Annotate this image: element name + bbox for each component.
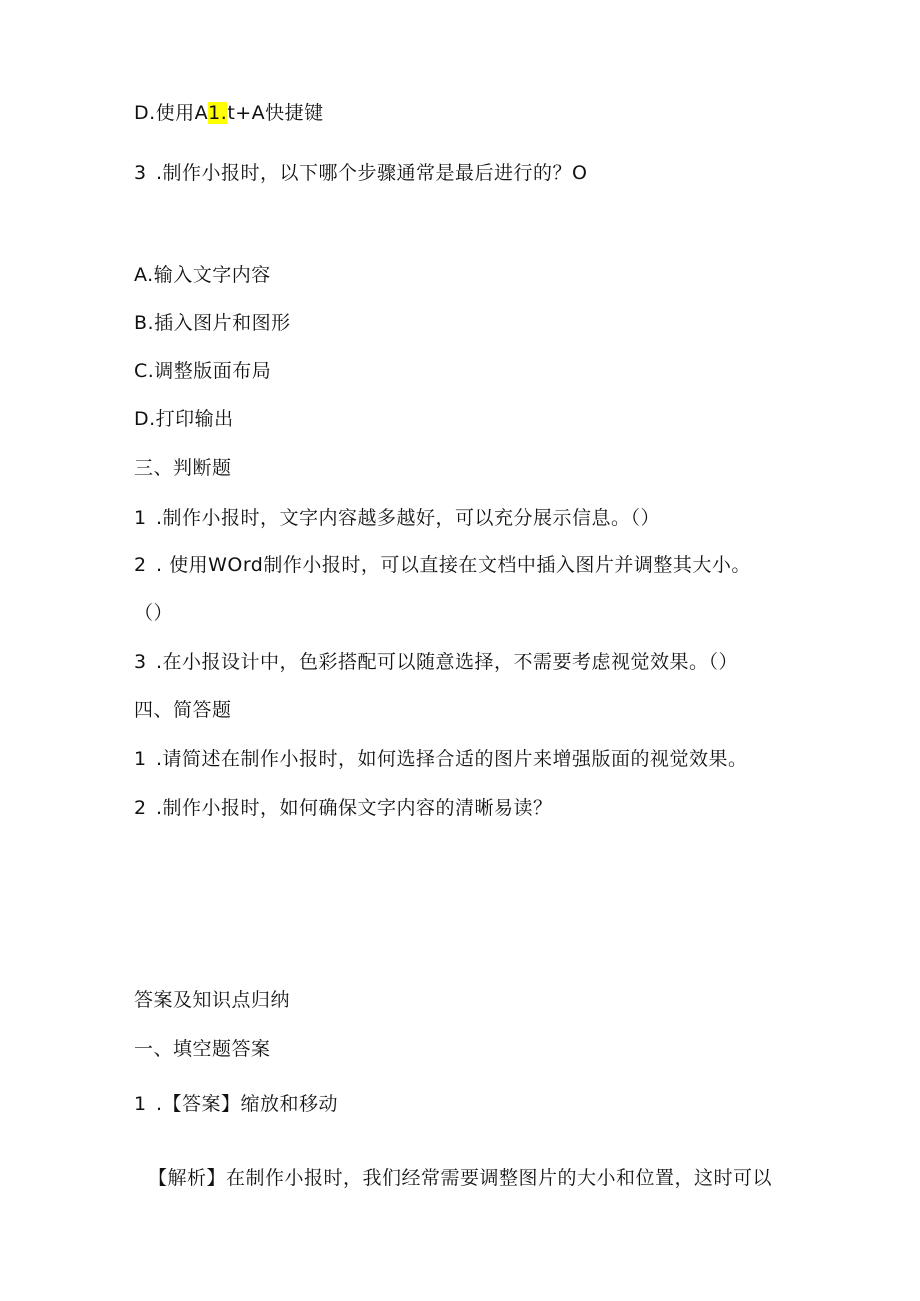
judgment-item-1-text: .制作小报时，文字内容越多越好，可以充分展示信息。（）: [156, 507, 661, 529]
judgment-item-3: [134, 650, 738, 674]
judgment-item-1: [134, 506, 660, 530]
short-answer-item-1: [134, 747, 748, 771]
judgment-item-3-text: .在小报设计中，色彩搭配可以随意选择，不需要考虑视觉效果。（）: [156, 651, 739, 673]
judgment-item-1-number: 1: [134, 507, 147, 529]
question-3: [134, 161, 588, 185]
short-answer-item-1-text: .请简述在制作小报时，如何选择合适的图片来增强版面的视觉效果。: [156, 748, 748, 770]
answer-item-1-number: 1: [134, 1093, 147, 1115]
judgment-item-2-number: 2: [134, 554, 147, 576]
judgment-item-2-continuation: （）: [134, 602, 174, 624]
question-3-number: 3: [134, 162, 147, 184]
highlighted-text: 1.: [208, 102, 228, 124]
short-answer-item-2-number: 2: [134, 797, 147, 819]
answers-section-1-title: 一、填空题答案: [134, 1038, 271, 1060]
section-3-title: 三、判断题: [134, 457, 232, 479]
answers-title: 答案及知识点归纳: [134, 989, 291, 1011]
judgment-item-3-number: 3: [134, 651, 147, 673]
short-answer-item-2: [134, 796, 553, 820]
option-d-prefix: D.使用A: [134, 102, 209, 124]
judgment-item-2-text: . 使用WOrd制作小报时，可以直接在文档中插入图片并调整其大小。: [156, 554, 751, 576]
answer-item-1: [134, 1092, 338, 1116]
question-3-option-d: D.打印输出: [134, 408, 234, 430]
question-3-option-a: A.输入文字内容: [134, 264, 271, 286]
answer-analysis: 【解析】在制作小报时，我们经常需要调整图片的大小和位置，这时可以: [148, 1167, 773, 1189]
short-answer-item-1-number: 1: [134, 748, 147, 770]
short-answer-item-2-text: .制作小报时，如何确保文字内容的清晰易读？: [156, 797, 553, 819]
question-3-option-c: C.调整版面布局: [134, 360, 272, 382]
question-3-option-b: B.插入图片和图形: [134, 312, 291, 334]
answer-item-1-text: .【答案】缩放和移动: [156, 1093, 339, 1115]
section-4-title: 四、简答题: [134, 699, 232, 721]
option-d-suffix: t+A快捷键: [227, 102, 324, 124]
judgment-item-2: [134, 553, 751, 577]
question-2-option-d: [134, 101, 324, 125]
question-3-text: .制作小报时，以下哪个步骤通常是最后进行的？O: [156, 162, 588, 184]
